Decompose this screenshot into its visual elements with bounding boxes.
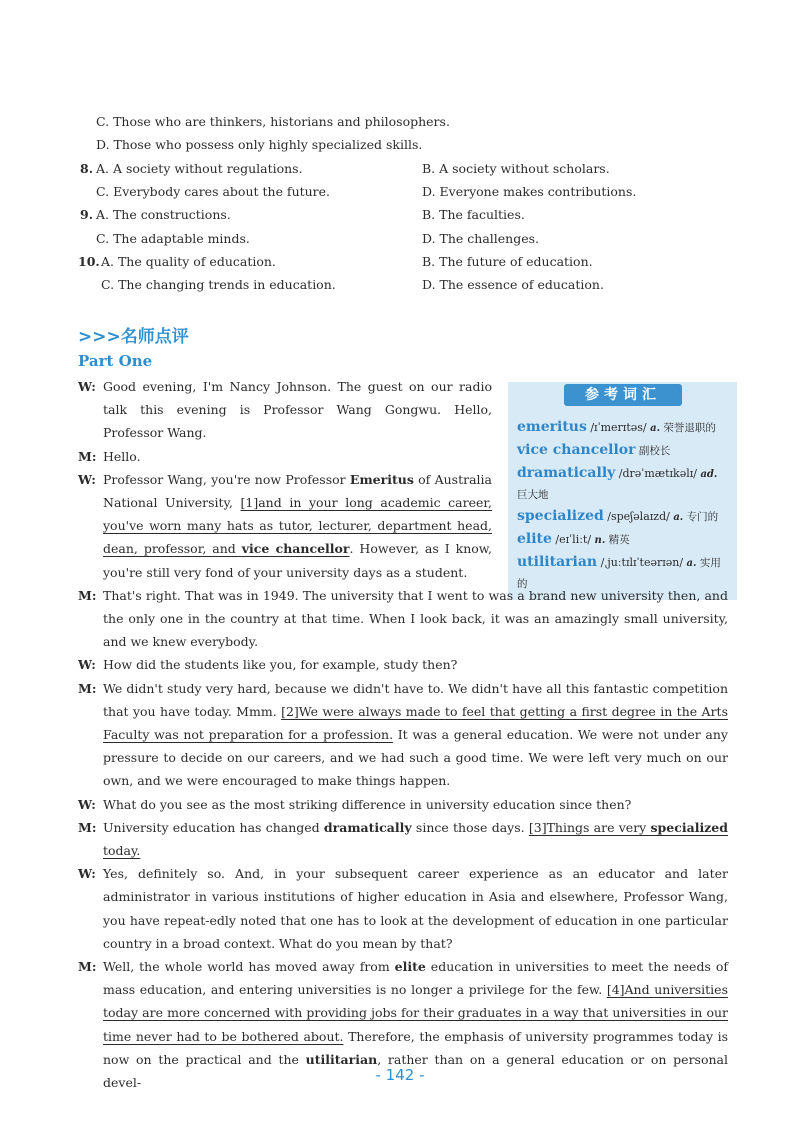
vocab-pos: a. [650,423,661,434]
dialogue-text: University education has changed dramatically since those days. [3]Things are very specialized today. [103,819,728,859]
dialogue-text: Professor Wang, you're now Professor Emeritus of Australia National University, [1]and in your long academic career, you've worn many hats as tutor, lecturer, department head, dean, professor, and vice chancellor. However, as I know, you're still very fond of your university days as a student. [103,471,492,580]
vocab-word: elite [517,531,552,547]
underlined-sentence-4: [4]And universities today are more concerned with providing jobs for their graduates in a way that universities in our time never had to be bothered about. [103,982,728,1044]
speaker-label: M: [78,680,97,696]
vocab-word: dramatically [517,465,616,481]
keyword: elite [394,959,426,975]
vocab-pos: a. [673,512,684,523]
vocab-pos: ad. [700,469,718,480]
speaker-label: M: [78,819,97,835]
vocab-pos: n. [594,535,606,546]
speaker-label: W: [78,657,96,673]
q9-option-d: D. The challenges. [422,231,540,246]
dialogue-text: Well, the whole world has moved away from elite education in universities to meet the needs of mass education, and entering universities is no longer a privilege for the few. [4]And universities today are more concerned with providing jobs for their graduates in a way that universities in our time never had to be bothered about. Therefore, the emphasis of university programmes today is now on the practical and the utilitarian, rather than on a general education or on personal devel- [103,959,728,1091]
vocab-ipa: /ˌjuːtɪlɪˈteərɪən/ [597,556,687,569]
vocab-pos: a. [686,558,697,569]
dialogue-text: Good evening, I'm Nancy Johnson. The guest on our radio talk this evening is Professor Wang Gongwu. Hello, Professor Wang. [103,379,492,441]
q10-option-d: D. The essence of education. [422,277,604,292]
vocab-word: specialized [517,508,604,524]
q8-option-a: A. A society without regulations. [96,161,303,176]
vocab-meaning: 专门的 [683,511,719,523]
q9-option-b: B. The faculties. [422,207,525,222]
dialogue-text: Hello. [103,448,141,464]
underlined-sentence-3: [3]Things are very specialized today. [103,819,728,859]
vocab-ipa: /ɪˈmerɪtəs/ [586,421,651,434]
vocab-ipa: /speʃəlaɪzd/ [603,510,674,523]
dialogue-turn [78,468,728,584]
page-number: - 142 - [375,1066,425,1084]
q7-option-c: C. Those who are thinkers, historians and philosophers. [96,114,450,129]
dialogue [78,375,728,1094]
vocab-word: utilitarian [517,554,598,570]
speaker-label: W: [78,471,96,487]
speaker-label: M: [78,448,97,464]
vocab-ipa: /drəˈmætɪkəlɪ/ [615,467,701,480]
q8-number: 8. [80,161,94,176]
q8-option-d: D. Everyone makes contributions. [422,184,637,199]
q7-option-d: D. Those who possess only highly specialized skills. [96,137,423,152]
dialogue-text: Yes, definitely so. And, in your subsequent career experience as an educator and later administrator in various institutions of higher education in Asia and elsewhere, Professor Wang, you have repeat-edly noted that one has to look at the development of education in one particular country in a broad context. What do you mean by that? [103,866,728,951]
dialogue-text: We didn't study very hard, because we didn't have to. We didn't have all this fantastic competition that you have today. Mmm. [2]We were always made to feel that getting a first degree in the Arts Faculty was not preparation for a profession. It was a general education. We were not under any pressure to decide on our careers, and we had such a good time. We were left very much on our own, and we were encouraged to make things happen. [103,680,728,789]
vocab-meaning: 副校长 [635,445,671,457]
q10-option-b: B. The future of education. [422,254,593,269]
dialogue-turn [78,862,728,955]
speaker-label: W: [78,866,96,882]
part-title: Part One [78,352,153,370]
keyword: dramatically [323,819,412,835]
speaker-label: M: [78,959,97,975]
dialogue-turn [78,793,728,816]
dialogue-turn [78,677,728,793]
q9-option-c: C. The adaptable minds. [96,231,250,246]
keyword: utilitarian [305,1051,378,1067]
dialogue-text: That's right. That was in 1949. The university that I went to was a brand new university then, and the only one in the country at that time. When I look back, it was an amazingly small university, and we knew everybody. [103,587,728,650]
q10-option-a: A. The quality of education. [101,254,276,269]
speaker-label: W: [78,379,96,394]
vocab-meaning: 巨大地 [517,489,549,501]
vocab-meaning: 精英 [605,534,630,546]
vocabulary-title: 参考词汇 [564,384,682,406]
vocab-ipa: /eɪˈliːt/ [551,533,595,546]
vocab-meaning: 荣誉退职的 [660,422,716,434]
q8-option-b: B. A society without scholars. [422,161,610,176]
dialogue-text: What do you see as the most striking difference in university education since then? [103,796,632,812]
dialogue-turn [78,375,728,445]
keyword: vice chancellor [241,541,350,557]
speaker-label: W: [78,796,96,812]
underlined-sentence-2: [2]We were always made to feel that getting a first degree in the Arts Faculty was not preparation for a profession. [103,703,728,743]
vocab-meaning: 实用的 [517,557,721,590]
q9-option-a: A. The constructions. [96,207,231,222]
vocab-word: vice chancellor [517,442,636,458]
q10-option-c: C. The changing trends in education. [101,277,336,292]
keyword: specialized [650,819,728,835]
dialogue-turn [78,816,728,862]
underlined-sentence-1: [1]and in your long academic career, you've worn many hats as tutor, lecturer, department head, dean, professor, and vice chancellor [103,495,492,557]
keyword: Emeritus [349,471,414,487]
vocab-word: emeritus [517,419,587,435]
section-title: >>>名师点评 [78,327,189,347]
dialogue-turn [78,445,728,468]
q9-number: 9. [80,207,94,222]
speaker-label: M: [78,587,97,603]
q8-option-c: C. Everybody cares about the future. [96,184,331,199]
dialogue-turn [78,653,728,676]
q10-number: 10. [78,254,100,269]
dialogue-text: How did the students like you, for example, study then? [103,657,458,673]
dialogue-turn [78,584,728,654]
